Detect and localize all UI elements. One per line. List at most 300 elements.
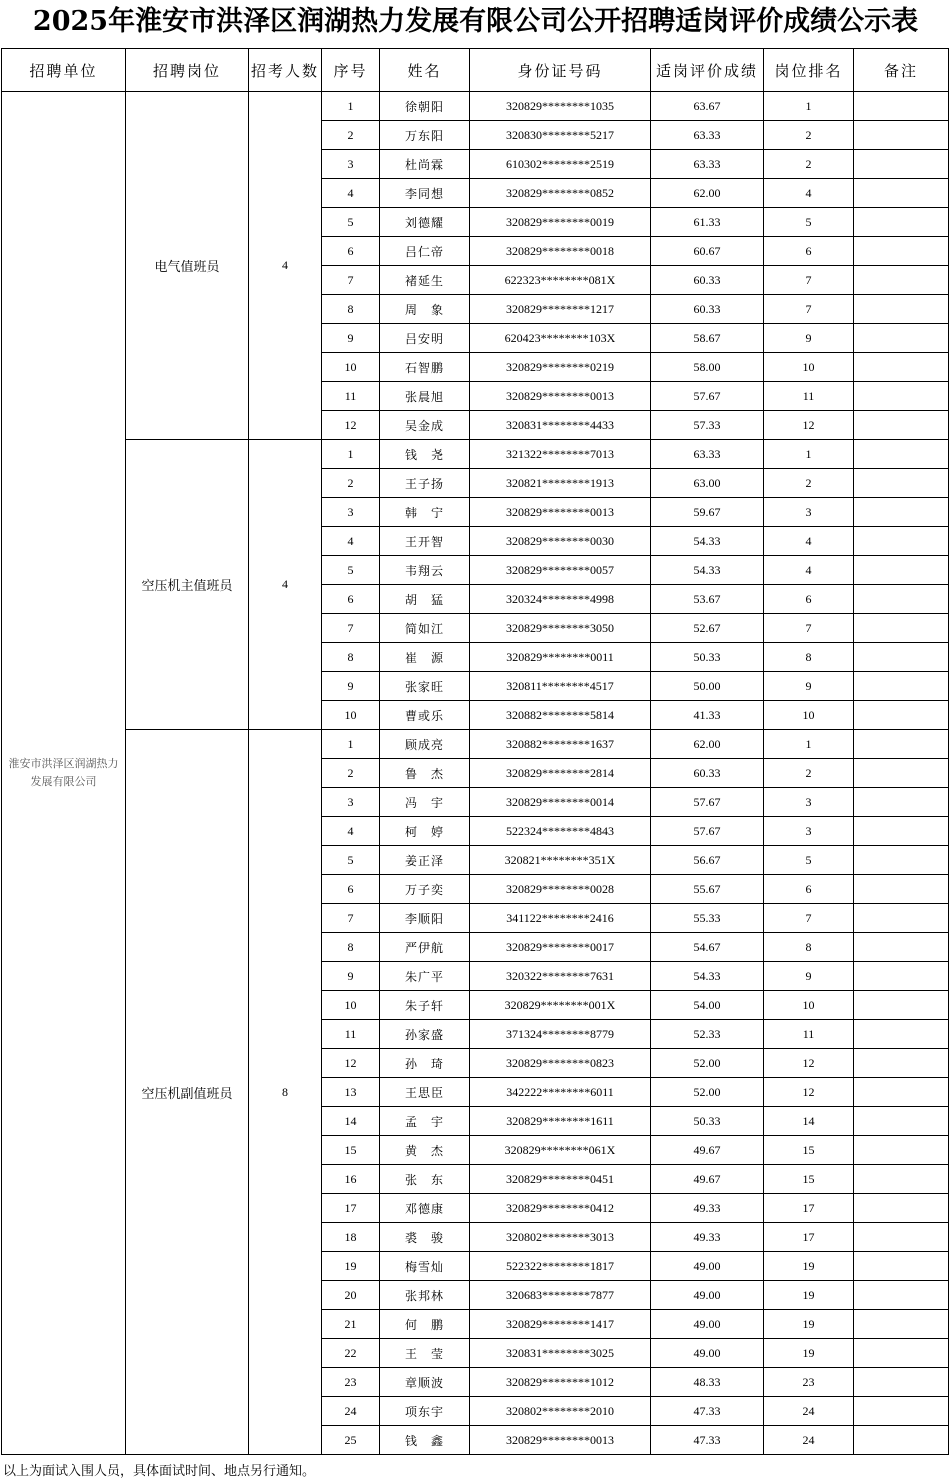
- row-score: 60.67: [651, 237, 764, 266]
- row-id: 522324********4843: [470, 817, 651, 846]
- row-score: 49.67: [651, 1165, 764, 1194]
- row-score: 61.33: [651, 208, 764, 237]
- row-note: [854, 150, 949, 179]
- row-id: 320821********351X: [470, 846, 651, 875]
- row-rank: 10: [764, 701, 854, 730]
- row-rank: 12: [764, 411, 854, 440]
- footnote: 以上为面试入围人员，具体面试时间、地点另行通知。: [3, 1464, 316, 1479]
- row-name: 张邦林: [380, 1281, 470, 1310]
- row-no: 12: [322, 1049, 380, 1078]
- row-id: 320829********1035: [470, 92, 651, 121]
- row-note: [854, 991, 949, 1020]
- row-note: [854, 614, 949, 643]
- row-no: 9: [322, 672, 380, 701]
- row-id: 320324********4998: [470, 585, 651, 614]
- position-cell: 电气值班员: [126, 92, 249, 440]
- row-note: [854, 179, 949, 208]
- row-rank: 5: [764, 846, 854, 875]
- row-score: 50.00: [651, 672, 764, 701]
- row-name: 冯 宇: [380, 788, 470, 817]
- row-id: 341122********2416: [470, 904, 651, 933]
- row-no: 8: [322, 295, 380, 324]
- row-rank: 2: [764, 150, 854, 179]
- row-score: 49.00: [651, 1281, 764, 1310]
- row-no: 20: [322, 1281, 380, 1310]
- row-score: 48.33: [651, 1368, 764, 1397]
- row-rank: 8: [764, 643, 854, 672]
- row-rank: 3: [764, 817, 854, 846]
- row-rank: 10: [764, 991, 854, 1020]
- row-name: 韩 宁: [380, 498, 470, 527]
- row-id: 320829********3050: [470, 614, 651, 643]
- row-note: [854, 527, 949, 556]
- row-name: 吴金成: [380, 411, 470, 440]
- row-name: 王子扬: [380, 469, 470, 498]
- row-no: 12: [322, 411, 380, 440]
- row-name: 裘 骏: [380, 1223, 470, 1252]
- row-note: [854, 962, 949, 991]
- row-name: 万东阳: [380, 121, 470, 150]
- row-score: 49.00: [651, 1339, 764, 1368]
- row-note: [854, 411, 949, 440]
- row-no: 5: [322, 208, 380, 237]
- row-rank: 24: [764, 1397, 854, 1426]
- row-score: 55.67: [651, 875, 764, 904]
- row-id: 371324********8779: [470, 1020, 651, 1049]
- row-no: 5: [322, 556, 380, 585]
- row-id: 320829********0013: [470, 1426, 651, 1455]
- row-note: [854, 1310, 949, 1339]
- row-score: 62.00: [651, 730, 764, 759]
- results-table: [1, 48, 949, 1455]
- row-note: [854, 121, 949, 150]
- row-no: 11: [322, 382, 380, 411]
- row-id: 320829********2814: [470, 759, 651, 788]
- row-no: 9: [322, 962, 380, 991]
- row-note: [854, 933, 949, 962]
- row-note: [854, 92, 949, 121]
- header-quota: 招考人数: [249, 49, 322, 92]
- quota-cell: 4: [249, 440, 322, 730]
- row-no: 7: [322, 614, 380, 643]
- row-id: 320829********0412: [470, 1194, 651, 1223]
- header-name: 姓名: [380, 49, 470, 92]
- row-no: 2: [322, 759, 380, 788]
- row-name: 徐朝阳: [380, 92, 470, 121]
- row-id: 320829********0451: [470, 1165, 651, 1194]
- row-name: 顾成亮: [380, 730, 470, 759]
- row-id: 320683********7877: [470, 1281, 651, 1310]
- row-note: [854, 1252, 949, 1281]
- row-id: 320829********1217: [470, 295, 651, 324]
- row-rank: 4: [764, 179, 854, 208]
- row-no: 4: [322, 527, 380, 556]
- row-no: 4: [322, 179, 380, 208]
- row-name: 万子奕: [380, 875, 470, 904]
- row-no: 18: [322, 1223, 380, 1252]
- row-note: [854, 875, 949, 904]
- row-score: 52.33: [651, 1020, 764, 1049]
- row-name: 王 莹: [380, 1339, 470, 1368]
- row-note: [854, 266, 949, 295]
- row-score: 54.33: [651, 962, 764, 991]
- row-note: [854, 1397, 949, 1426]
- row-note: [854, 469, 949, 498]
- row-note: [854, 1078, 949, 1107]
- row-name: 张 东: [380, 1165, 470, 1194]
- row-id: 320882********1637: [470, 730, 651, 759]
- row-id: 320829********0219: [470, 353, 651, 382]
- row-name: 简如江: [380, 614, 470, 643]
- row-no: 1: [322, 92, 380, 121]
- row-no: 7: [322, 266, 380, 295]
- row-rank: 9: [764, 324, 854, 353]
- row-score: 52.67: [651, 614, 764, 643]
- row-note: [854, 788, 949, 817]
- row-id: 320829********1611: [470, 1107, 651, 1136]
- row-score: 54.33: [651, 556, 764, 585]
- row-score: 47.33: [651, 1397, 764, 1426]
- row-name: 孙 琦: [380, 1049, 470, 1078]
- row-rank: 6: [764, 875, 854, 904]
- row-name: 鲁 杰: [380, 759, 470, 788]
- row-id: 320829********0823: [470, 1049, 651, 1078]
- row-no: 6: [322, 237, 380, 266]
- row-no: 10: [322, 701, 380, 730]
- row-note: [854, 353, 949, 382]
- row-no: 1: [322, 440, 380, 469]
- row-name: 刘德耀: [380, 208, 470, 237]
- row-no: 19: [322, 1252, 380, 1281]
- row-score: 57.67: [651, 382, 764, 411]
- row-no: 21: [322, 1310, 380, 1339]
- row-note: [854, 237, 949, 266]
- row-id: 320829********0019: [470, 208, 651, 237]
- row-no: 4: [322, 817, 380, 846]
- row-no: 7: [322, 904, 380, 933]
- row-note: [854, 1339, 949, 1368]
- row-score: 59.67: [651, 498, 764, 527]
- row-rank: 7: [764, 295, 854, 324]
- row-id: 320882********5814: [470, 701, 651, 730]
- header-id: 身份证号码: [470, 49, 651, 92]
- row-score: 49.00: [651, 1310, 764, 1339]
- row-score: 58.00: [651, 353, 764, 382]
- row-no: 3: [322, 498, 380, 527]
- row-note: [854, 440, 949, 469]
- row-no: 9: [322, 324, 380, 353]
- row-name: 张晨旭: [380, 382, 470, 411]
- unit-cell: 淮安市洪泽区润湖热力发展有限公司: [2, 92, 126, 1455]
- row-rank: 19: [764, 1252, 854, 1281]
- row-id: 320829********0030: [470, 527, 651, 556]
- row-name: 吕仁帝: [380, 237, 470, 266]
- row-note: [854, 498, 949, 527]
- row-id: 320829********0017: [470, 933, 651, 962]
- row-rank: 4: [764, 556, 854, 585]
- row-note: [854, 672, 949, 701]
- row-name: 柯 婷: [380, 817, 470, 846]
- row-score: 63.33: [651, 150, 764, 179]
- row-no: 17: [322, 1194, 380, 1223]
- row-no: 2: [322, 469, 380, 498]
- row-no: 13: [322, 1078, 380, 1107]
- row-id: 320821********1913: [470, 469, 651, 498]
- row-rank: 2: [764, 759, 854, 788]
- row-rank: 2: [764, 121, 854, 150]
- row-id: 320829********0028: [470, 875, 651, 904]
- row-rank: 24: [764, 1426, 854, 1455]
- table-body: [2, 92, 949, 1455]
- row-name: 姜正泽: [380, 846, 470, 875]
- row-note: [854, 817, 949, 846]
- row-id: 320829********0852: [470, 179, 651, 208]
- position-cell: 空压机主值班员: [126, 440, 249, 730]
- row-name: 曹或乐: [380, 701, 470, 730]
- row-rank: 8: [764, 933, 854, 962]
- table-row: [2, 440, 949, 469]
- row-name: 黄 杰: [380, 1136, 470, 1165]
- row-rank: 11: [764, 1020, 854, 1049]
- row-note: [854, 1020, 949, 1049]
- row-rank: 14: [764, 1107, 854, 1136]
- row-id: 320829********0013: [470, 382, 651, 411]
- row-rank: 19: [764, 1310, 854, 1339]
- row-no: 3: [322, 150, 380, 179]
- row-note: [854, 208, 949, 237]
- row-no: 25: [322, 1426, 380, 1455]
- row-id: 320829********0057: [470, 556, 651, 585]
- header-unit: 招聘单位: [2, 49, 126, 92]
- row-rank: 9: [764, 962, 854, 991]
- row-name: 张家旺: [380, 672, 470, 701]
- row-note: [854, 1281, 949, 1310]
- row-name: 严伊航: [380, 933, 470, 962]
- row-note: [854, 1136, 949, 1165]
- row-note: [854, 1165, 949, 1194]
- row-no: 16: [322, 1165, 380, 1194]
- row-score: 49.33: [651, 1223, 764, 1252]
- row-score: 60.33: [651, 295, 764, 324]
- row-score: 62.00: [651, 179, 764, 208]
- row-id: 320322********7631: [470, 962, 651, 991]
- row-note: [854, 324, 949, 353]
- page-title: 2025年淮安市洪泽区润湖热力发展有限公司公开招聘适岗评价成绩公示表: [32, 6, 919, 37]
- row-note: [854, 1107, 949, 1136]
- row-no: 10: [322, 991, 380, 1020]
- row-rank: 11: [764, 382, 854, 411]
- row-note: [854, 382, 949, 411]
- table-row: [2, 92, 949, 121]
- row-name: 石智鹏: [380, 353, 470, 382]
- row-rank: 9: [764, 672, 854, 701]
- row-id: 320829********0014: [470, 788, 651, 817]
- row-name: 孟 宇: [380, 1107, 470, 1136]
- row-name: 王思臣: [380, 1078, 470, 1107]
- row-name: 李同想: [380, 179, 470, 208]
- row-rank: 17: [764, 1223, 854, 1252]
- row-id: 320830********5217: [470, 121, 651, 150]
- row-name: 吕安明: [380, 324, 470, 353]
- row-name: 周 象: [380, 295, 470, 324]
- row-score: 47.33: [651, 1426, 764, 1455]
- row-name: 褚延生: [380, 266, 470, 295]
- row-name: 梅雪灿: [380, 1252, 470, 1281]
- row-note: [854, 1049, 949, 1078]
- row-rank: 6: [764, 585, 854, 614]
- row-id: 320829********0013: [470, 498, 651, 527]
- row-score: 63.33: [651, 121, 764, 150]
- row-note: [854, 701, 949, 730]
- row-id: 610302********2519: [470, 150, 651, 179]
- row-score: 52.00: [651, 1049, 764, 1078]
- row-name: 李顺阳: [380, 904, 470, 933]
- row-name: 朱广平: [380, 962, 470, 991]
- header-score: 适岗评价成绩: [651, 49, 764, 92]
- row-rank: 17: [764, 1194, 854, 1223]
- row-score: 58.67: [651, 324, 764, 353]
- row-note: [854, 846, 949, 875]
- row-rank: 23: [764, 1368, 854, 1397]
- row-rank: 19: [764, 1339, 854, 1368]
- row-name: 崔 源: [380, 643, 470, 672]
- row-id: 320829********1012: [470, 1368, 651, 1397]
- row-score: 50.33: [651, 643, 764, 672]
- row-rank: 7: [764, 614, 854, 643]
- header-note: 备注: [854, 49, 949, 92]
- position-cell: 空压机副值班员: [126, 730, 249, 1455]
- row-id: 320829********001X: [470, 991, 651, 1020]
- row-id: 320829********0018: [470, 237, 651, 266]
- quota-cell: 4: [249, 92, 322, 440]
- row-score: 54.67: [651, 933, 764, 962]
- row-id: 320831********4433: [470, 411, 651, 440]
- row-rank: 5: [764, 208, 854, 237]
- row-name: 钱 鑫: [380, 1426, 470, 1455]
- header-position: 招聘岗位: [126, 49, 249, 92]
- row-score: 50.33: [651, 1107, 764, 1136]
- row-name: 孙家盛: [380, 1020, 470, 1049]
- row-score: 63.00: [651, 469, 764, 498]
- row-rank: 15: [764, 1136, 854, 1165]
- header-row: [2, 49, 949, 92]
- row-rank: 4: [764, 527, 854, 556]
- row-rank: 1: [764, 730, 854, 759]
- row-id: 320829********1417: [470, 1310, 651, 1339]
- row-name: 项东宇: [380, 1397, 470, 1426]
- header-no: 序号: [322, 49, 380, 92]
- header-rank: 岗位排名: [764, 49, 854, 92]
- row-rank: 3: [764, 788, 854, 817]
- row-no: 14: [322, 1107, 380, 1136]
- row-rank: 19: [764, 1281, 854, 1310]
- row-id: 321322********7013: [470, 440, 651, 469]
- row-no: 5: [322, 846, 380, 875]
- row-note: [854, 759, 949, 788]
- row-rank: 3: [764, 498, 854, 527]
- row-name: 钱 尧: [380, 440, 470, 469]
- row-score: 49.67: [651, 1136, 764, 1165]
- row-no: 3: [322, 788, 380, 817]
- row-id: 320802********3013: [470, 1223, 651, 1252]
- row-name: 王开智: [380, 527, 470, 556]
- row-no: 15: [322, 1136, 380, 1165]
- row-id: 320829********0011: [470, 643, 651, 672]
- row-score: 53.67: [651, 585, 764, 614]
- row-no: 10: [322, 353, 380, 382]
- row-id: 342222********6011: [470, 1078, 651, 1107]
- row-rank: 15: [764, 1165, 854, 1194]
- row-note: [854, 1368, 949, 1397]
- row-rank: 7: [764, 904, 854, 933]
- row-name: 何 鹏: [380, 1310, 470, 1339]
- row-rank: 2: [764, 469, 854, 498]
- row-no: 11: [322, 1020, 380, 1049]
- row-rank: 12: [764, 1049, 854, 1078]
- row-id: 320831********3025: [470, 1339, 651, 1368]
- row-name: 章顺波: [380, 1368, 470, 1397]
- row-score: 57.67: [651, 817, 764, 846]
- row-id: 522322********1817: [470, 1252, 651, 1281]
- row-no: 8: [322, 643, 380, 672]
- quota-cell: 8: [249, 730, 322, 1455]
- row-score: 56.67: [651, 846, 764, 875]
- row-score: 63.67: [651, 92, 764, 121]
- row-note: [854, 1194, 949, 1223]
- row-score: 55.33: [651, 904, 764, 933]
- row-note: [854, 585, 949, 614]
- row-score: 57.67: [651, 788, 764, 817]
- row-note: [854, 904, 949, 933]
- row-no: 6: [322, 585, 380, 614]
- row-score: 54.00: [651, 991, 764, 1020]
- table-row: [2, 730, 949, 759]
- row-id: 320829********061X: [470, 1136, 651, 1165]
- row-rank: 12: [764, 1078, 854, 1107]
- row-no: 24: [322, 1397, 380, 1426]
- row-score: 60.33: [651, 266, 764, 295]
- row-id: 622323********081X: [470, 266, 651, 295]
- row-name: 邓德康: [380, 1194, 470, 1223]
- row-no: 22: [322, 1339, 380, 1368]
- row-id: 320802********2010: [470, 1397, 651, 1426]
- row-no: 6: [322, 875, 380, 904]
- row-note: [854, 295, 949, 324]
- row-note: [854, 1223, 949, 1252]
- row-note: [854, 556, 949, 585]
- row-no: 23: [322, 1368, 380, 1397]
- row-name: 胡 猛: [380, 585, 470, 614]
- row-score: 41.33: [651, 701, 764, 730]
- row-score: 54.33: [651, 527, 764, 556]
- row-rank: 7: [764, 266, 854, 295]
- row-note: [854, 1426, 949, 1455]
- row-score: 60.33: [651, 759, 764, 788]
- row-name: 韦翔云: [380, 556, 470, 585]
- row-name: 杜尚霖: [380, 150, 470, 179]
- row-score: 52.00: [651, 1078, 764, 1107]
- row-name: 朱子轩: [380, 991, 470, 1020]
- row-score: 57.33: [651, 411, 764, 440]
- row-rank: 10: [764, 353, 854, 382]
- row-rank: 6: [764, 237, 854, 266]
- row-score: 49.33: [651, 1194, 764, 1223]
- row-rank: 1: [764, 92, 854, 121]
- row-no: 8: [322, 933, 380, 962]
- row-rank: 1: [764, 440, 854, 469]
- row-score: 49.00: [651, 1252, 764, 1281]
- row-note: [854, 643, 949, 672]
